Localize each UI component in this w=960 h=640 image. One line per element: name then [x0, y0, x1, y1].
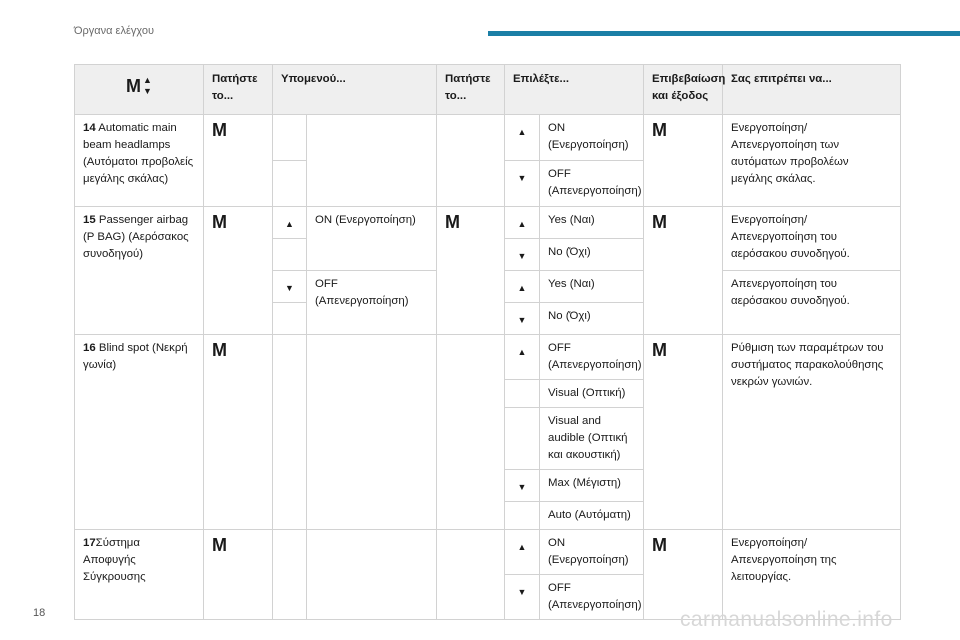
table-row: [75, 530, 901, 575]
up-arrow-icon: ▲: [505, 115, 540, 161]
empty-cell: [505, 502, 540, 530]
empty-cell: [307, 530, 437, 620]
mode-arrows-icon: M ▲ ▼: [126, 75, 152, 96]
submenu-off: OFF (Απενεργοποίηση): [307, 271, 437, 335]
down-arrow-icon: ▼: [505, 161, 540, 207]
settings-table: [74, 64, 901, 620]
empty-cell: [437, 115, 505, 207]
table-row: [75, 207, 901, 239]
table-row: [75, 335, 901, 380]
header-select: Επιλέξτε...: [505, 65, 644, 115]
option-on: ON (Ενεργοποίηση): [540, 530, 644, 575]
up-arrow-icon: ▲: [505, 530, 540, 575]
table-row: [75, 115, 901, 161]
mode-button-icon: M: [644, 115, 723, 207]
option-on: ON (Ενεργοποίηση): [540, 115, 644, 161]
up-arrow-icon: ▲: [273, 207, 307, 239]
option-yes: Yes (Ναι): [540, 207, 644, 239]
option-auto: Auto (Αυτόματη): [540, 502, 644, 530]
header-press-2: Πατήστε το...: [437, 65, 505, 115]
option-max: Max (Μέγιστη): [540, 470, 644, 502]
empty-cell: [273, 530, 307, 620]
option-no: No (Όχι): [540, 239, 644, 271]
down-arrow-icon: ▼: [505, 239, 540, 271]
option-visual-audible: Visual and audible (Οπτική και ακουστική): [540, 408, 644, 470]
empty-cell: [307, 115, 437, 207]
mode-button-icon: M: [204, 335, 273, 530]
mode-button-icon: M: [437, 207, 505, 335]
row-description: Ενεργοποίηση/Απενεργοποίηση των αυτόματων προβολέων μεγάλης σκάλας.: [723, 115, 901, 207]
section-title: Όργανα ελέγχου: [74, 25, 154, 37]
option-off: OFF (Απενεργοποίηση): [540, 161, 644, 207]
option-off: OFF (Απενεργοποίηση): [540, 335, 644, 380]
empty-cell: [437, 335, 505, 530]
header-icon-cell: [75, 65, 204, 115]
row-label: 17Σύστημα Αποφυγής Σύγκρουσης: [75, 530, 204, 620]
mode-button-icon: M: [204, 530, 273, 620]
option-off: OFF (Απενεργοποίηση): [540, 575, 644, 620]
row-label: 14 Automatic main beam headlamps (Αυτόματοι προβολείς μεγάλης σκάλας): [75, 115, 204, 207]
down-arrow-icon: ▼: [273, 271, 307, 303]
down-arrow-icon: ▼: [505, 470, 540, 502]
empty-cell: [505, 380, 540, 408]
empty-cell: [273, 115, 307, 161]
mode-button-icon: M: [644, 530, 723, 620]
header-press-1: Πατήστε το...: [204, 65, 273, 115]
empty-cell: [505, 408, 540, 470]
empty-cell: [273, 161, 307, 207]
option-no: No (Όχι): [540, 303, 644, 335]
option-yes: Yes (Ναι): [540, 271, 644, 303]
down-arrow-icon: ▼: [505, 575, 540, 620]
option-visual: Visual (Οπτική): [540, 380, 644, 408]
mode-button-icon: M: [204, 115, 273, 207]
row-description: Απενεργοποίηση του αερόσακου συνοδηγού.: [723, 271, 901, 335]
header-submenu: Υπομενού...: [273, 65, 437, 115]
header-allows: Σας επιτρέπει να...: [723, 65, 901, 115]
row-label: 16 Blind spot (Νεκρή γωνία): [75, 335, 204, 530]
up-arrow-icon: ▲: [505, 207, 540, 239]
submenu-on: ON (Ενεργοποίηση): [307, 207, 437, 271]
up-arrow-icon: ▲: [505, 335, 540, 380]
empty-cell: [273, 335, 307, 530]
empty-cell: [437, 530, 505, 620]
row-description: Ρύθμιση των παραμέτρων του συστήματος παρακολούθησης νεκρών γωνιών.: [723, 335, 901, 530]
page-number: 18: [33, 607, 46, 619]
mode-button-icon: M: [204, 207, 273, 335]
row-description: Ενεργοποίηση/Απενεργοποίηση του αερόσακου συνοδηγού.: [723, 207, 901, 271]
mode-button-icon: M: [644, 207, 723, 335]
header-confirm: Επιβεβαίωση και έξοδος: [644, 65, 723, 115]
header-accent-bar: [488, 31, 960, 36]
up-arrow-icon: ▲: [505, 271, 540, 303]
table-header-row: [75, 65, 901, 115]
empty-cell: [307, 335, 437, 530]
mode-button-icon: M: [644, 335, 723, 530]
down-arrow-icon: ▼: [505, 303, 540, 335]
watermark: carmanualsonline.info: [680, 608, 893, 631]
row-description: Ενεργοποίηση/Απενεργοποίηση της λειτουργίας.: [723, 530, 901, 620]
row-label: 15 Passenger airbag (P BAG) (Αερόσακος συνοδηγού): [75, 207, 204, 335]
empty-cell: [273, 303, 307, 335]
empty-cell: [273, 239, 307, 271]
